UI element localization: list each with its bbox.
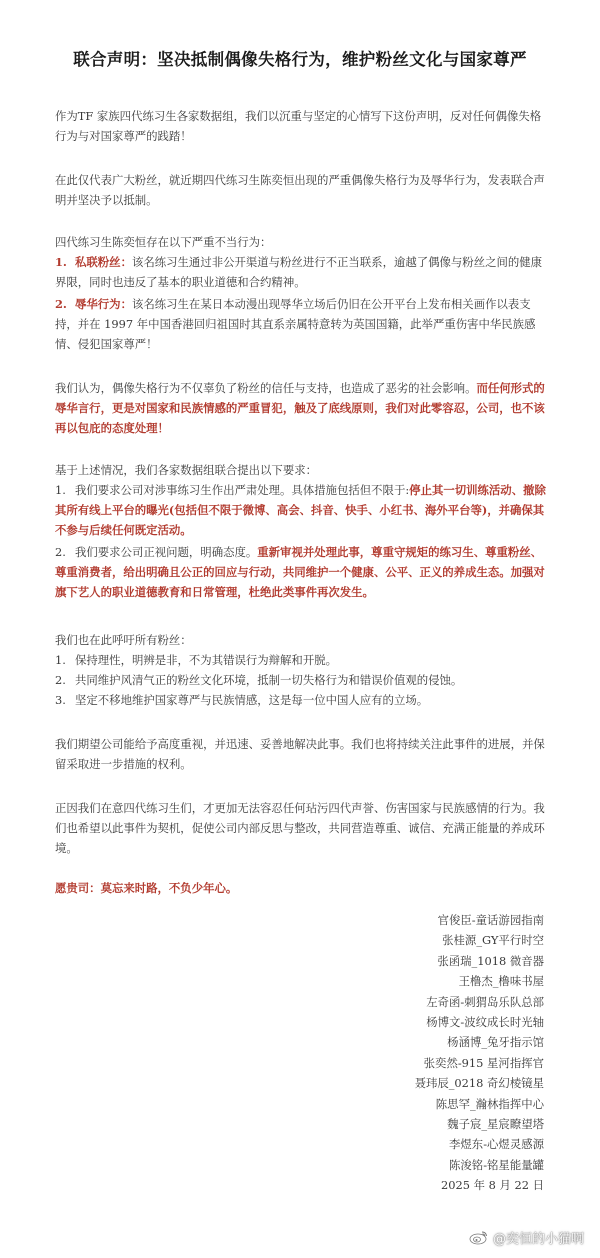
statement-date: 2025 年 8 月 22 日 [440, 1178, 544, 1193]
signatory: 王橹杰_橹味书屋 [458, 974, 544, 989]
behavior-item-2 [55, 294, 547, 354]
page-title: 联合声明：坚决抵制偶像失格行为，维护粉丝文化与国家尊严 [73, 50, 527, 69]
opinion-paragraph [55, 378, 547, 438]
signatory: 左奇函-刺猬岛乐队总部 [426, 994, 544, 1009]
behavior-item-1 [55, 252, 547, 292]
appeal-item-3 [55, 690, 547, 710]
signatory: 官俊臣-童话游园指南 [437, 913, 544, 927]
appeal-item-text: 保持理性，明辨是非，不为其错误行为辩解和开脱。 [75, 653, 337, 667]
weibo-watermark [469, 1226, 584, 1248]
demand-item-number: 1. [55, 483, 66, 497]
wish-line: 愿贵司：莫忘来时路，不负少年心。 [55, 881, 238, 895]
demand-item-bold-text: 停止其一切训练活动、撤除其所有线上平台的曝光(包括但不限于微博、高会、抖音、快手、小红书、海外平台等)，并确保其不参与后续任何既定活动。 [55, 483, 546, 537]
behavior-item-number: 2. [55, 297, 67, 311]
watermark-text: @奕恒的小猫啊 [492, 1231, 584, 1247]
appeal-item-1 [55, 650, 547, 670]
signatory: 陈浚铭-铭星能量罐 [449, 1157, 544, 1172]
behaviors-lead: 四代练习生陈奕恒存在以下严重不当行为： [55, 235, 272, 249]
appeal-item-text: 共同维护风清气正的粉丝文化环境，抵制一切失格行为和错误价值观的侵蚀。 [75, 673, 463, 687]
demand-item-plain-text: 我们要求公司对涉事练习生作出严肃处理。具体措施包括但不限于: [75, 483, 410, 497]
signatory-list [284, 910, 544, 1196]
appeal-item-2 [55, 670, 547, 690]
appeal-lead: 我们也在此呼吁所有粉丝： [55, 633, 192, 647]
signatory: 张函瑞_1018 微音器 [437, 953, 544, 968]
intro-paragraph-1: 作为TF 家族四代练习生各家数据组，我们以沉重与坚定的心情写下这份声明，反对任何偶像失格行为与对国家尊严的践踏！ [55, 109, 542, 143]
opinion-plain-text: 我们认为，偶像失格行为不仅辜负了粉丝的信任与支持，也造成了恶劣的社会影响。 [55, 381, 477, 395]
appeal-item-number: 1. [55, 653, 66, 667]
behavior-item-number: 1. [55, 255, 67, 269]
appeal-item-number: 2. [55, 673, 66, 687]
demand-item-2 [55, 542, 547, 602]
demand-item-number: 2. [55, 545, 66, 559]
demand-item-1 [55, 480, 547, 540]
intro-paragraph-2: 在此仅代表广大粉丝，就近期四代练习生陈奕恒出现的严重偶像失格行为及辱华行为，发表联合声明并坚决予以抵制。 [55, 173, 545, 207]
behavior-item-text: 该名练习生通过非公开渠道与粉丝进行不正当联系，逾越了偶像与粉丝之间的健康界限，同时也违反了基本的职业道德和合约精神。 [55, 255, 543, 289]
signatory: 杨涵博_兔牙指示馆 [447, 1035, 544, 1050]
signatory: 陈思罕_瀚林指挥中心 [435, 1096, 544, 1111]
appeal-item-text: 坚定不移地维护国家尊严与民族情感，这是每一位中国人应有的立场。 [75, 693, 429, 707]
demand-item-plain-text: 我们要求公司正视问题，明确态度。 [75, 545, 258, 559]
weibo-icon [469, 1229, 489, 1245]
behavior-item-text: 该名练习生在某日本动漫出现辱华立场后仍旧在公开平台上发布相关画作以表支持，并在 1997 年中国香港回归祖国时其直系亲属特意转为英国国籍，此举严重伤害中华民族感情、侵犯国家尊严！ [55, 297, 536, 351]
signatory: 杨博文-波纹成长时光轴 [426, 1015, 544, 1030]
signatory: 张桂源_GY平行时空 [442, 933, 544, 948]
signatory: 魏子宸_星宸瞭望塔 [447, 1117, 544, 1132]
demands-lead: 基于上述情况，我们各家数据组联合提出以下要求： [55, 463, 317, 477]
signatory: 张奕然-915 星河指挥官 [423, 1055, 544, 1070]
closing-paragraph: 正因我们在意四代练习生们，才更加无法容忍任何玷污四代声誉、伤害国家与民族感情的行为。我们也希望以此事件为契机，促使公司内部反思与整改，共同营造尊重、诚信、充满正能量的养成环境。 [55, 801, 545, 855]
opinion-bold-text: 而任何形式的辱华言行，更是对国家和民族情感的严重冒犯，触及了底线原则，我们对此零容忍，公司，也不该再以包庇的态度处理！ [55, 381, 545, 435]
signatory: 聂玮辰_0218 奇幻棱镜星 [414, 1076, 544, 1091]
demand-item-bold-text: 重新审视并处理此事，尊重守规矩的练习生、尊重粉丝、尊重消费者，给出明确且公正的回应与行动，共同维护一个健康、公平、正义的养成生态。加强对旗下艺人的职业道德教育和日常管理，杜绝此类事件再次发生。 [55, 545, 545, 599]
behavior-item-label: 辱华行为： [75, 297, 132, 311]
signatory: 李煜东-心煜灵感源 [449, 1137, 544, 1152]
appeal-item-number: 3. [55, 693, 66, 707]
hope-paragraph: 我们期望公司能给予高度重视，并迅速、妥善地解决此事。我们也将持续关注此事件的进展，并保留采取进一步措施的权利。 [55, 737, 545, 771]
behavior-item-label: 私联粉丝： [75, 255, 132, 269]
